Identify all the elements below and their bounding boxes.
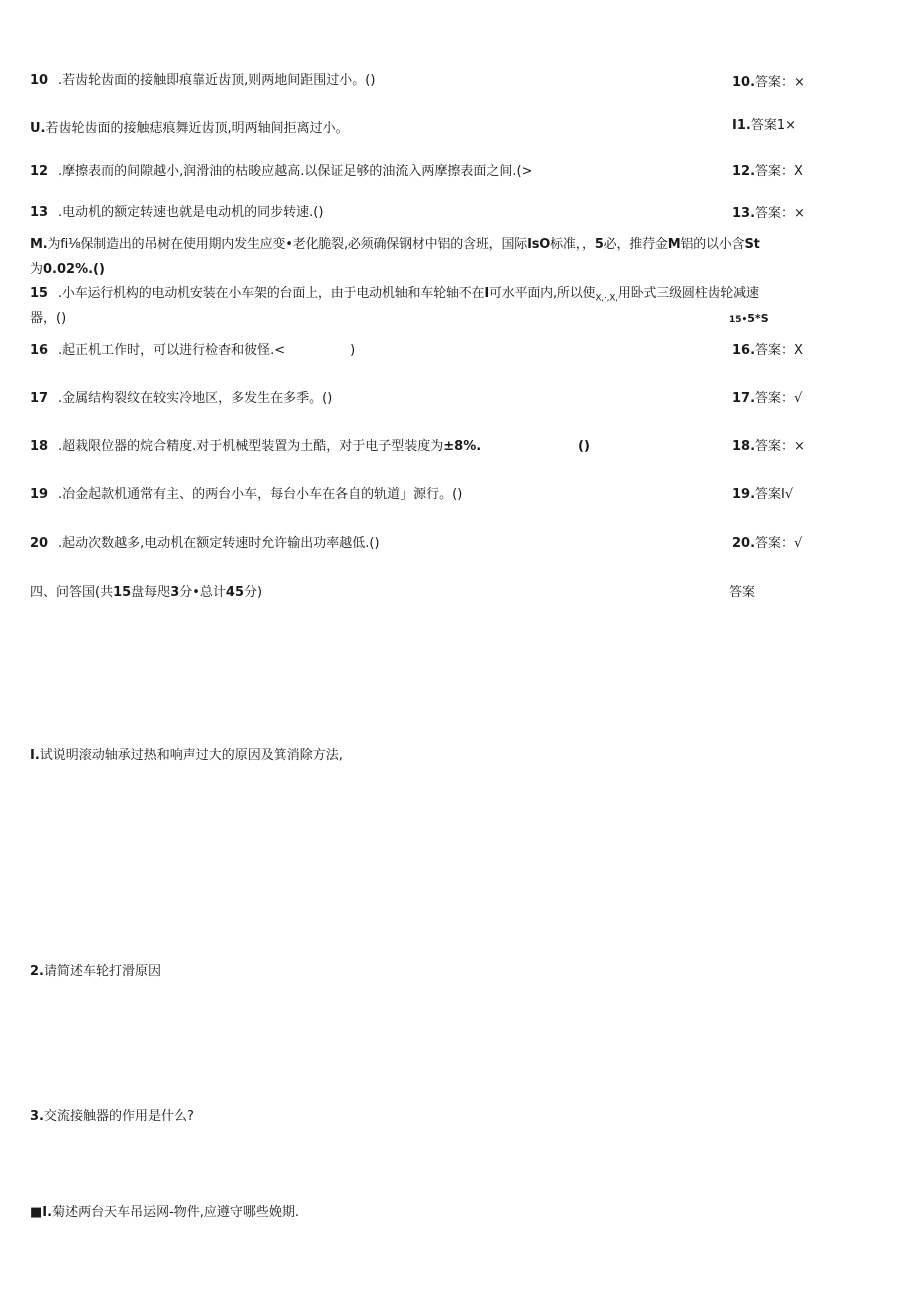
question-16: 16 .起正机工作时，可以进行检杳和彼怪.< ) <box>30 343 356 358</box>
answer-10: 10.答案：× <box>732 75 805 90</box>
question-15: 15 .小车运行机构的电动机安装在小车架的台面上，由于电动机轴和车轮轴不在I可水平面内,所以使$_{X,\cdot,X,}$用卧式三级圆柱齿轮减速 <box>30 286 759 304</box>
question-15-line2: 器，() <box>30 311 67 326</box>
essay-question-4: ■I.菊述两台天车吊运网-物件,应遵守哪些娩期. <box>30 1205 300 1220</box>
question-20: 20 .起动次数越多,电动机在额定转速时允许输出功率越低.() <box>30 536 380 551</box>
question-17: 17 .金属结构裂纹在较实冷地区，多发生在多季。() <box>30 391 333 406</box>
section-4-answer-label: 答案 <box>729 585 756 600</box>
answer-17: 17.答案：√ <box>732 391 803 406</box>
question-13: 13 .电动机的额定转速也就是电动机的同步转速.() <box>30 205 324 220</box>
section-4-heading: 四、问答国(共15盘每咫3分•总计45分) <box>30 585 263 600</box>
essay-question-3: 3.交流接触器的作用是什么? <box>30 1109 194 1124</box>
answer-11: I1.答案1× <box>732 118 796 133</box>
question-10: 10 .若齿轮齿面的接触即痕靠近齿顶,则两地间距围过小。() <box>30 73 376 88</box>
essay-question-1: I.试说明滚动轴承过热和响声过大的原因及箕消除方法, <box>30 748 343 763</box>
question-14: M.为fi⅛保制造出的吊树在使用期内发生应变•老化脆裂,必须确保钢材中铝的含班，国际IsO标准，，5必，推荇金M铝的以小含St <box>30 237 760 252</box>
answer-13: 13.答案：× <box>732 206 805 221</box>
question-14-line2: 为0.02%.() <box>30 262 105 277</box>
question-18-paren: () <box>578 439 590 454</box>
answer-20: 20.答案：√ <box>732 536 803 551</box>
essay-question-2: 2.请简述车轮打滑原因 <box>30 964 161 979</box>
question-12: 12 .摩擦表而的间隙越小,润滑油的枯晙应越高.以保证足够的油流入两摩擦表面之间.(> <box>30 164 533 179</box>
answer-18: 18.答案：× <box>732 439 805 454</box>
answer-19: 19.答案I√ <box>732 487 794 502</box>
answer-15: 15•5*S <box>729 312 769 325</box>
answer-12: 12.答案：X <box>732 164 803 179</box>
question-19: 19 .冶金起款机通常有主、的两台小车，每台小车在各自的轨道」源行。() <box>30 487 463 502</box>
question-18: 18 .超栽限位器的烷合精度.对于机械型装置为土酷，对于电子型装度为±8%. <box>30 439 482 454</box>
answer-16: 16.答案：X <box>732 343 803 358</box>
question-11: U.若齿轮齿面的接触痣痕舞近齿顶,明两轴间拒离过小。 <box>30 121 349 136</box>
